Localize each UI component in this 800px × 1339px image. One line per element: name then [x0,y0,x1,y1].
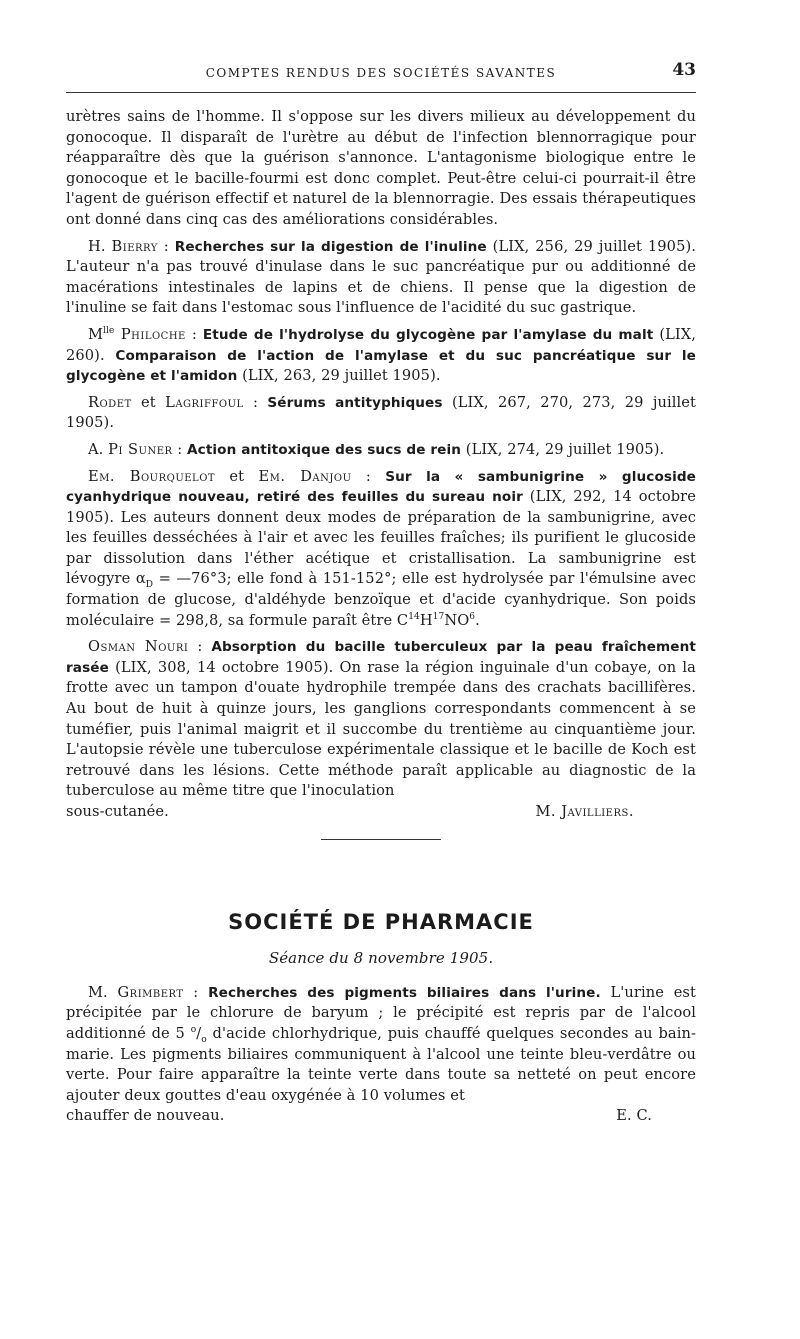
last-line: chauffer de nouveau. [66,1107,225,1125]
entry-reference: (LIX, 308, 14 octobre 1905). [108,658,340,676]
entry-text-2: d'acide chlorhydrique, puis chauffé quelques secondes au bain-marie. Les pigments biliaires communiquent à l'alcool une teinte bleu-verdâtre ou verte. Pour faire apparaître la teinte verte dans toute sa netteté on peut encore ajouter deux gouttes d'eau oxygénée à 10 volumes et [66,1024,696,1104]
author-prefix-sup: lle [103,326,115,337]
separator: : [351,467,386,485]
entry-title: Action antitoxique des sucs de rein [187,441,462,458]
author-initial: A. [88,440,109,458]
author-name: Em. Bourquelot [88,467,216,485]
author-name: Pi Suner [108,440,173,458]
entry-pi-suner [66,440,696,461]
page-number: 43 [672,60,696,80]
percent-slash: / [196,1024,202,1042]
section-divider [321,839,441,840]
entry-reference: (LIX, 292, 14 octobre 1905). [66,488,696,526]
entry-title: Sérums antityphiques [267,394,443,411]
percent-sup: o [190,1025,197,1036]
separator: : [188,638,212,656]
author-name: Grimbert [117,983,184,1001]
entry-title: Absorption du bacille tuberculeux par la peau fraîchement rasée [66,639,696,676]
paragraph-continuation [66,107,696,231]
entry-title: Recherches des pigments biliaires dans l'urine. [208,984,601,1001]
author-initial: M. [88,983,118,1001]
separator: : [183,983,209,1001]
running-head: COMPTES RENDUS DES SOCIÉTÉS SAVANTES [205,66,557,80]
author-name: Philoche [114,325,186,343]
section-title: SOCIÉTÉ DE PHARMACIE [228,909,534,934]
entry-philoche [66,325,696,387]
entry-title-2: Comparaison de l'action de l'amylase et du suc pancréatique sur le glycogène et l'amidon [66,347,696,385]
rotation-subscript: D [145,580,154,591]
entry-title: Etude de l'hydrolyse du glycogène par l'amylase du malt [202,326,654,343]
session-date: Séance du 8 novembre 1905. [268,949,494,968]
paragraph-text: urètres sains de l'homme. Il s'oppose sur les divers milieux au développement du gonocoque. Il disparaît de l'urètre au début de l'infection blennorragique pour réapparaître dès que la guérison s'annonce. L'antagonisme biologique entre le gonocoque et le bacille-fourmi est donc complet. Peut-être celui-ci pourrait-il être l'agent de guérison effectif et naturel de la blennorragie. Des essais thérapeutiques ont donné dans cinq cas des améliorations considérables. [66,108,696,228]
signature-line-2 [66,1106,696,1127]
sentence-end: . [475,611,480,629]
entry-grimbert [66,983,696,1107]
entry-reference: (LIX, 256, 29 juillet 1905). [486,237,696,255]
author-prefix: M [88,325,104,343]
separator: : [157,237,175,255]
separator: : [185,325,203,343]
signature-line [66,802,696,823]
author-name: Osman Nouri [88,638,189,656]
separator: : [172,440,188,458]
entry-text: Les auteurs donnent deux modes de préparation de la sambunigrine, avec les feuilles desséchées à l'air et avec les feuilles fraîches; ils purifient le glucoside par dissolution dans l'éther acétique et cristallisation. La sambunigrine est lévogyre α [66,508,697,588]
formula-carbon-count: 14 [408,611,420,622]
last-line: sous-cutanée. [66,803,169,820]
signature: M. Javilliers. [535,803,634,820]
entry-rodet [66,393,696,434]
formula-no: NO [444,611,470,629]
author-name-2: Em. Danjou [258,467,352,485]
entry-reference: (LIX, 260). [66,325,696,364]
entry-reference: (LIX, 274, 29 juillet 1905). [461,440,665,458]
conjunction: et [131,393,166,411]
entry-title: Recherches sur la digestion de l'inuline [174,238,487,255]
entry-text: L'auteur n'a pas trouvé d'inulase dans le suc pancréatique pur ou additionné de macérations intestinales de lapins et de chiens. Il pense que la digestion de l'inuline se fait dans l'estomac sous l'influence de l'acidité du suc gastrique. [66,258,696,317]
formula-hydrogen: H [419,611,433,629]
page-header [66,60,696,86]
author-name: Bierry [111,237,158,255]
formula-hydrogen-count: 17 [432,611,445,622]
author-name-2: Lagriffoul [165,393,244,411]
entry-osman-nouri [66,637,696,802]
entry-title: Sur la « sambunigrine » glucoside cyanhydrique nouveau, retiré des feuilles du sureau noir [66,468,696,506]
author-name: Rodet [88,393,132,411]
entry-bierry [66,237,696,319]
entry-bourquelot [66,467,696,632]
separator: : [243,393,268,411]
article-body [66,107,696,1127]
entry-reference-2: (LIX, 263, 29 juillet 1905). [237,367,441,385]
entry-text: L'urine est précipitée par le chlorure de baryum ; le précipité est repris par de l'alcool additionné de 5 [66,983,696,1042]
signature: E. C. [616,1107,652,1125]
entry-text-2: = —76°3; elle fond à 151-152°; elle est hydrolysée par l'émulsine avec formation de glucose, d'aldéhyde benzoïque et d'acide cyanhydrique. Son poids moléculaire = 298,8, sa formule paraît être C [66,570,696,629]
formula-oxygen-count: 6 [469,611,476,622]
entry-reference: (LIX, 267, 270, 273, 29 juillet 1905). [66,393,697,432]
entry-text: On rase la région inguinale d'un cobaye, on la frotte avec un tampon d'ouate hydrophile trempée dans des crachats bacillifères. Au bout de huit à quinze jours, les ganglions correspondants commencent à se tuméfier, puis l'animal maigrit et il succombe du trentième au cinquantième jour. L'autopsie révèle une tuberculose expérimentale classique et le bacille de Koch est retrouvé dans les lésions. Cette méthode paraît applicable au diagnostic de la tuberculose au même titre que l'inoculation [66,658,696,800]
header-rule [66,92,696,93]
percent-sub: o [201,1034,207,1045]
page [66,60,696,1127]
author-initial: H. [88,237,112,255]
conjunction: et [215,467,259,485]
